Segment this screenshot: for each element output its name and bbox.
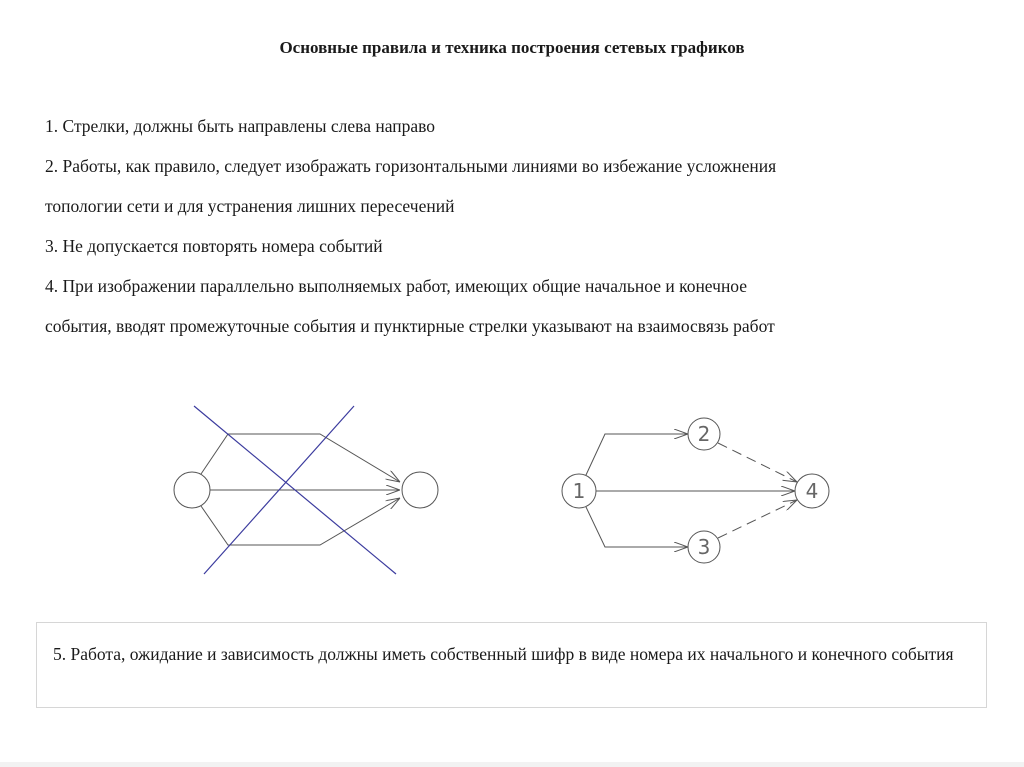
- arrow-1-2: [586, 434, 688, 475]
- left-bottom-arrow: [201, 498, 400, 545]
- rule-4-line-2: события, вводят промежуточные события и пунктирные стрелки указывают на взаимосвязь работ: [45, 316, 775, 336]
- node-1-label: 1: [572, 479, 586, 503]
- left-end-node: [402, 472, 438, 508]
- rule-1: 1. Стрелки, должны быть направлены слева направо: [45, 116, 436, 136]
- node-4-label: 4: [805, 479, 819, 503]
- correct-diagram: [562, 418, 829, 563]
- page-title: Основные правила и техника построения сетевых графиков: [279, 38, 745, 57]
- left-start-node: [174, 472, 210, 508]
- rule-4-line-1: 4. При изображении параллельно выполняемых работ, имеющих общие начальное и конечное: [45, 276, 748, 296]
- rule-3: 3. Не допускается повторять номера событий: [45, 236, 383, 256]
- dashed-arrow-2-4: [718, 443, 797, 482]
- node-2-label: 2: [697, 422, 711, 446]
- rule-2-line-2: топологии сети и для устранения лишних пересечений: [45, 196, 455, 216]
- node-3-label: 3: [697, 535, 711, 559]
- slide-bottom-edge: [0, 762, 1024, 767]
- rule-5-text: 5. Работа, ожидание и зависимость должны иметь собственный шифр в виде номера их начального и конечного события: [53, 644, 954, 664]
- dashed-arrow-3-4: [718, 500, 797, 538]
- rule-2-line-1: 2. Работы, как правило, следует изображать горизонтальными линиями во избежание усложнения: [45, 156, 777, 176]
- left-top-arrow: [201, 434, 400, 482]
- arrow-1-3: [586, 507, 688, 547]
- incorrect-diagram: [174, 406, 438, 574]
- rule-5-box: [36, 622, 987, 708]
